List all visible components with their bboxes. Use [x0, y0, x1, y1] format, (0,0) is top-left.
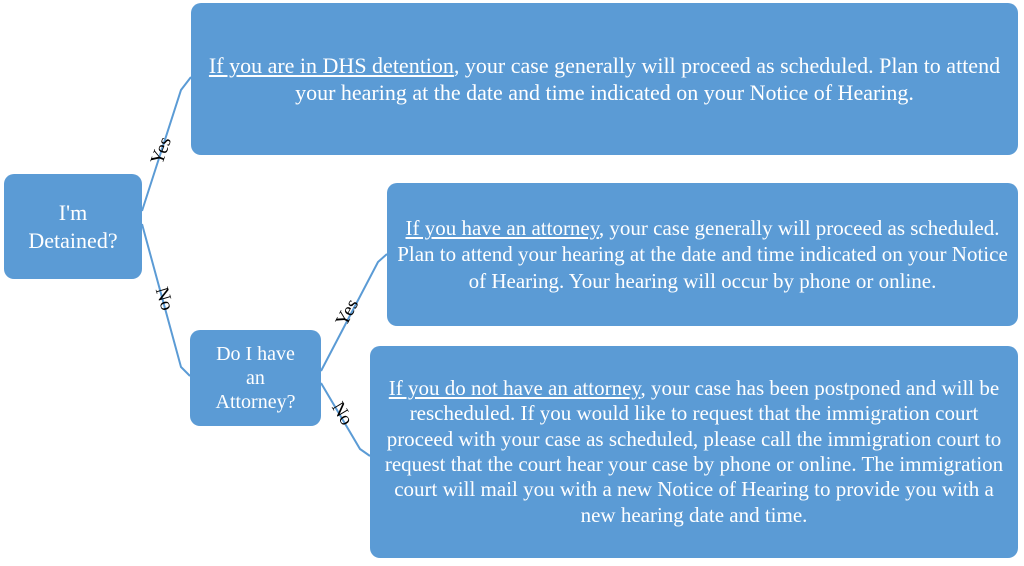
dhs-detention-text: , your case generally will proceed as scheduled. Plan to attend your hearing at the date and time indicated on your Notice of Hearing.	[295, 52, 1001, 105]
have-attorney-text: , your case generally will proceed as scheduled. Plan to attend your hearing at the date and time indicated on your Notice of Hearing. Your hearing will occur by phone or online.	[397, 216, 1008, 293]
node-detained-line1: I'm	[58, 200, 88, 225]
node-detained-line2: Detained?	[28, 227, 118, 253]
dhs-detention-link: If you are in DHS detention	[208, 52, 454, 78]
edge-label-detained-yes: Yes	[146, 134, 176, 168]
node-no-attorney	[370, 346, 1018, 558]
node-attorney-line2: an	[246, 367, 265, 389]
no-attorney-text: , your case has been postponed and will be rescheduled. If you would like to request that the immigration court proceed with your case as scheduled, please call the immigration court to request that the court hear your case by phone or online. The immigration court will mail you with a new Notice of Hearing to provide you with a new hearing date and time.	[384, 375, 1004, 527]
node-dhs-detention	[191, 3, 1018, 155]
node-attorney-line3: Attorney?	[215, 391, 296, 413]
node-have-attorney	[387, 183, 1018, 326]
node-attorney-line1: Do I have	[216, 343, 295, 365]
have-attorney-link: If you have an attorney	[405, 216, 599, 241]
node-attorney-question	[190, 330, 321, 426]
no-attorney-link: If you do not have an attorney	[388, 375, 641, 400]
edge-label-attorney-yes: Yes	[331, 295, 364, 330]
node-detained	[4, 174, 142, 279]
edge-label-detained-no: No	[150, 284, 178, 314]
edge-label-attorney-no: No	[327, 398, 358, 430]
